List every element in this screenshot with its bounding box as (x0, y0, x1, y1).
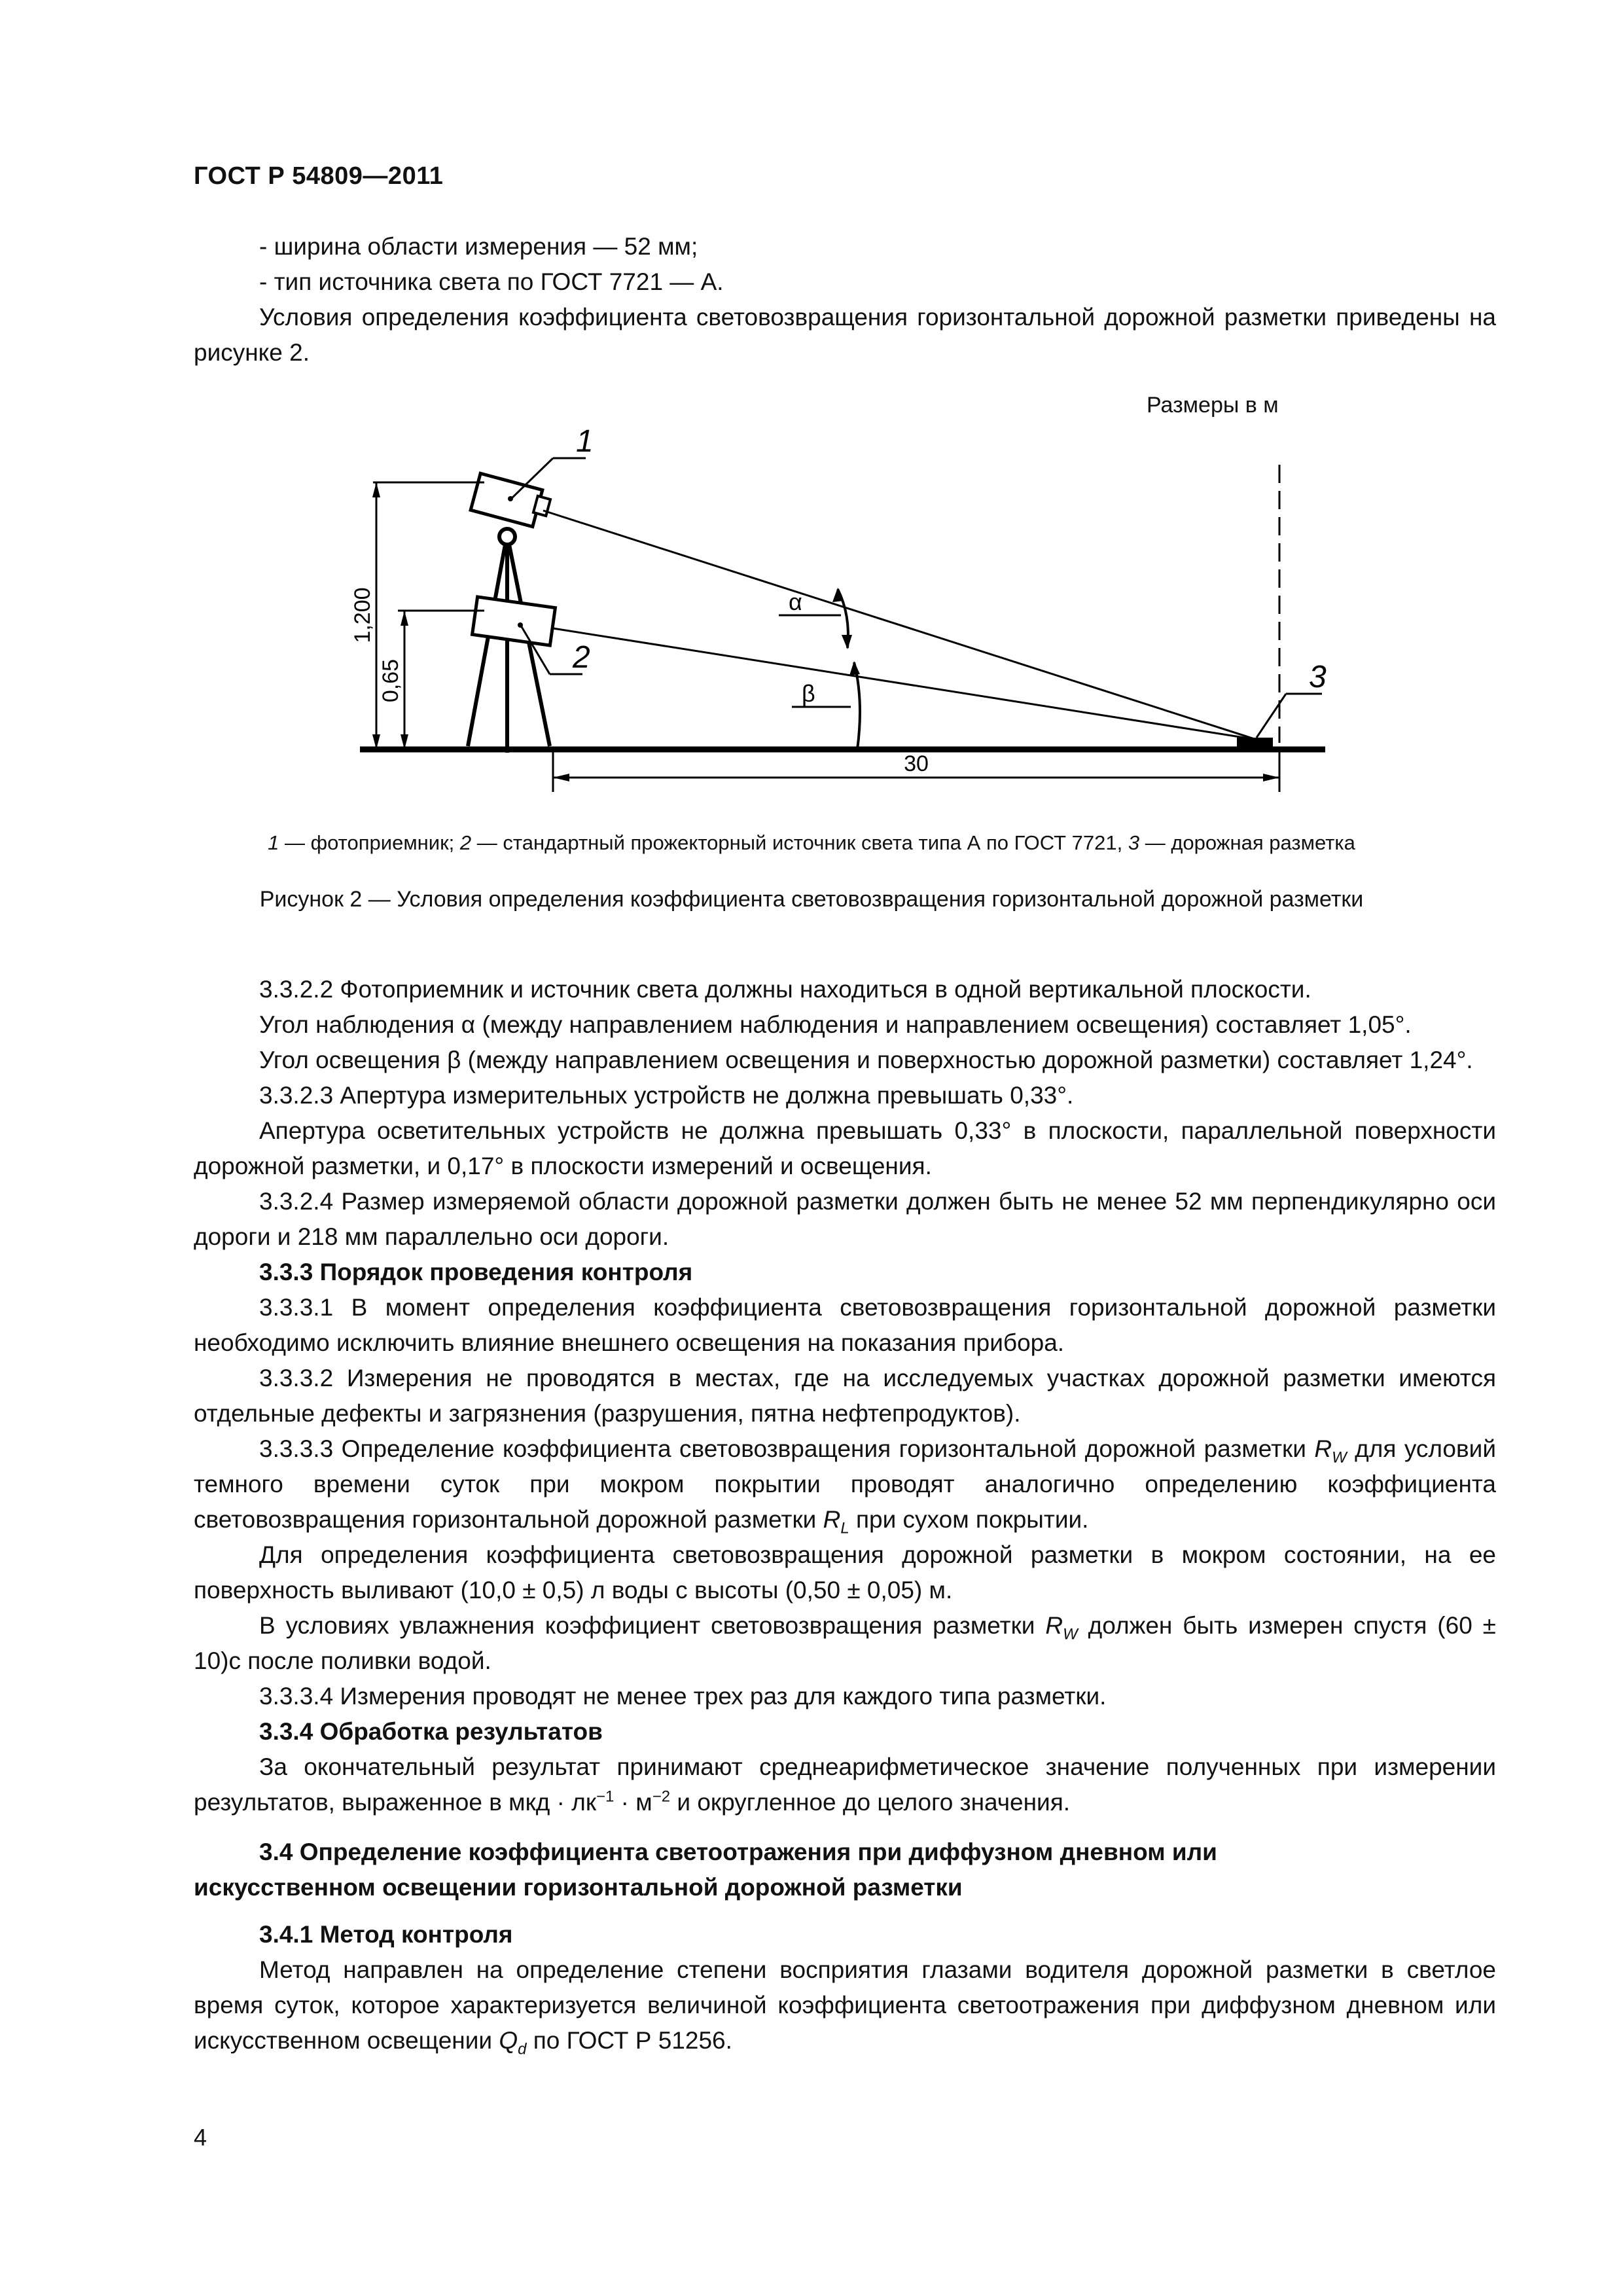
legend-text: — стандартный прожекторный источник света типа А по ГОСТ 7721, (471, 831, 1128, 854)
angle-alpha-label: α (789, 588, 802, 615)
measurement-geometry-diagram (327, 419, 1348, 825)
list-item: - ширина области измерения — 52 мм; (259, 233, 698, 260)
symbol: R (1045, 1612, 1063, 1639)
paragraph (194, 1749, 1496, 1820)
label-1: 1 (576, 424, 594, 459)
angle-beta-label: β (802, 680, 815, 707)
text-run: при сухом покрытии. (849, 1506, 1089, 1533)
legend-text: — фотоприемник; (279, 831, 460, 854)
legend-text: — дорожная разметка (1139, 831, 1355, 854)
symbol: R (1314, 1435, 1332, 1462)
section-heading: 3.3.4 Обработка результатов (259, 1718, 603, 1745)
legend-num: 3 (1128, 831, 1140, 854)
intro-block (194, 229, 1496, 370)
paragraph: 3.3.3.2 Измерения не проводятся в местах, где на исследуемых участках дорожной разметки имеются отдельные дефекты и загрязнения (разрушения, пятна нефтепродуктов). (194, 1365, 1496, 1427)
figure-legend (0, 831, 1623, 855)
legend-num: 2 (459, 831, 472, 854)
text-run: и округленное до целого значения. (670, 1789, 1071, 1816)
paragraph: 3.3.2.3 Апертура измерительных устройств не должна превышать 0,33°. (259, 1082, 1074, 1109)
text-run: для условий темного времени суток при мокром покрытии проводят аналогично определению коэффициента световозвращения горизонтальной дорожной разметки (194, 1435, 1496, 1533)
superscript: −1 (596, 1787, 615, 1806)
label-2: 2 (573, 640, 590, 675)
paragraph: Угол освещения β (между направлением освещения и поверхностью дорожной разметки) составляет 1,24°. (259, 1047, 1473, 1073)
text-run: по ГОСТ Р 51256. (526, 2027, 732, 2054)
text-run: 3.3.3.3 Определение коэффициента световозвращения горизонтальной дорожной разметки (259, 1435, 1315, 1462)
paragraph (194, 1608, 1496, 1679)
symbol: R (823, 1506, 841, 1533)
text-run: За окончательный результат принимают среднеарифметическое значение полученных при измерении результатов, выраженное в мкд · лк (194, 1753, 1496, 1816)
page-number: 4 (194, 2124, 207, 2151)
main-body (194, 972, 1496, 2058)
paragraph: Для определения коэффициента световозвращения дорожной разметки в мокром состоянии, на ее поверхность выливают (10,0 ± 0,5) л воды с высоты (0,50 ± 0,05) м. (194, 1541, 1496, 1604)
section-heading: 3.4 Определение коэффициента светоотражения при диффузном дневном или (259, 1839, 1217, 1865)
paragraph (194, 1952, 1496, 2058)
text-run: должен быть измерен спустя (60 ± 10)с после поливки водой. (194, 1612, 1496, 1674)
text-run: · м (614, 1789, 652, 1816)
subscript: d (518, 2040, 527, 2058)
paragraph: 3.3.3.4 Измерения проводят не менее трех раз для каждого типа разметки. (259, 1683, 1107, 1710)
paragraph: 3.3.2.4 Размер измеряемой области дорожной разметки должен быть не менее 52 мм перпендикулярно оси дороги и 218 мм параллельно оси дороги. (194, 1188, 1496, 1250)
subscript: W (1063, 1625, 1078, 1643)
legend-num: 1 (268, 831, 279, 854)
dim-height-1: 1,200 (350, 587, 375, 643)
dim-distance: 30 (904, 751, 929, 776)
light-source (473, 597, 556, 645)
section-heading-cont: искусственном освещении горизонтальной дорожной разметки (194, 1874, 963, 1901)
figure-caption: Рисунок 2 — Условия определения коэффициента световозвращения горизонтальной дорожной разметки (259, 887, 1364, 912)
paragraph: 3.3.3.1 В момент определения коэффициента световозвращения горизонтальной дорожной разметки необходимо исключить влияние внешнего освещения на показания прибора. (194, 1294, 1496, 1356)
paragraph: Угол наблюдения α (между направлением наблюдения и направлением освещения) составляет 1,05°. (259, 1011, 1412, 1038)
section-heading: 3.4.1 Метод контроля (259, 1921, 513, 1948)
text-run: В условиях увлажнения коэффициент световозвращения разметки (259, 1612, 1046, 1639)
section-heading: 3.3.3 Порядок проведения контроля (259, 1259, 693, 1285)
paragraph: Апертура осветительных устройств не должна превышать 0,33° в плоскости, параллельной поверхности дорожной разметки, и 0,17° в плоскости измерений и освещения. (194, 1117, 1496, 1179)
subscript: L (840, 1519, 849, 1537)
subscript: W (1332, 1448, 1347, 1467)
paragraph: Условия определения коэффициента световозвращения горизонтальной дорожной разметки приведены на рисунке 2. (194, 304, 1496, 366)
figure-units-note: Размеры в м (1147, 393, 1279, 418)
document-header: ГОСТ Р 54809—2011 (194, 162, 444, 190)
symbol: Q (499, 2027, 518, 2054)
superscript: −2 (652, 1787, 671, 1806)
label-3: 3 (1309, 660, 1327, 694)
observation-ray (543, 511, 1257, 740)
paragraph (194, 1431, 1496, 1537)
paragraph: 3.3.2.2 Фотоприемник и источник света должны находиться в одной вертикальной плоскости. (259, 976, 1311, 1003)
list-item: - тип источника света по ГОСТ 7721 — А. (259, 268, 724, 295)
figure-diagram (327, 419, 1348, 828)
dim-height-2: 0,65 (378, 658, 403, 703)
text-run: Метод направлен на определение степени восприятия глазами водителя дорожной разметки в светлое время суток, которое характеризуется величиной коэффициента светоотражения при диффузном дневном или искусственном освещении (194, 1956, 1496, 2054)
illumination-ray (553, 628, 1257, 740)
